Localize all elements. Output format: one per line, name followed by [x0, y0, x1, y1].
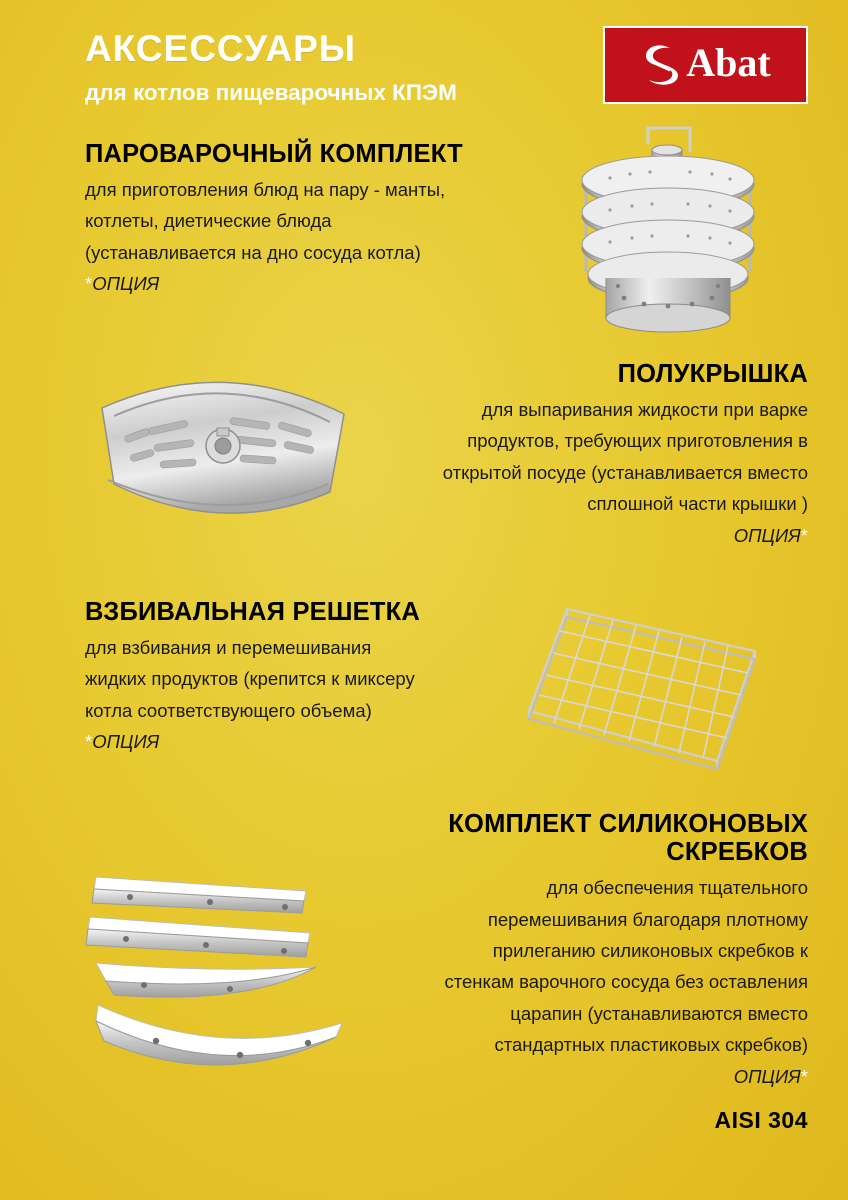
option-note-scrapers — [333, 1065, 808, 1089]
section-line: котла соответствующего объема) — [85, 699, 372, 721]
section-body-steam-kit — [85, 178, 525, 297]
section-line: сплошной части крышки ) — [587, 493, 808, 515]
section-line: жидких продуктов (крепится к миксеру — [85, 668, 415, 690]
steamer-basket-image — [540, 122, 810, 337]
section-line: царапин (устанавливаются вместо — [510, 1002, 808, 1024]
option-star: * — [85, 731, 93, 753]
section-steam-kit — [85, 140, 525, 304]
option-note-whisk-grid — [85, 730, 515, 754]
section-line: для выпаривания жидкости при варке — [481, 399, 808, 421]
section-line: стенкам варочного сосуда без оставления — [444, 971, 808, 993]
section-line: прилеганию силиконовых скребков к — [492, 939, 808, 961]
section-body-whisk-grid — [85, 636, 515, 755]
brand-logo — [603, 26, 808, 104]
option-label: ОПЦИЯ — [92, 273, 160, 295]
section-half-lid — [383, 360, 808, 555]
option-star: * — [800, 524, 808, 546]
title-block — [85, 30, 457, 106]
section-line: открытой посуде (устанавливается вместо — [442, 461, 808, 483]
whisk-grid-image — [505, 595, 780, 780]
section-title-steam-kit: ПАРОВАРОЧНЫЙ КОМПЛЕКТ — [85, 140, 463, 168]
option-star: * — [800, 1065, 808, 1087]
option-label: ОПЦИЯ — [733, 1065, 801, 1087]
section-line: для обеспечения тщательного — [546, 877, 808, 899]
material-label: AISI 304 — [714, 1106, 808, 1133]
swirl-icon — [640, 41, 682, 89]
section-line: (устанавливается на дно сосуда котла) — [85, 241, 421, 263]
page-subtitle: для котлов пищеварочных КПЭМ — [85, 79, 457, 105]
section-line: продуктов, требующих приготовления в — [467, 430, 808, 452]
brand-name: Abat — [686, 40, 771, 85]
section-silicone-scrapers — [333, 810, 808, 1134]
section-line: котлеты, диетические блюда — [85, 210, 332, 232]
scrapers-image — [60, 855, 360, 1085]
section-line: перемешивания благодаря плотному — [487, 908, 808, 930]
poster-header — [0, 22, 848, 132]
section-whisk-grid — [85, 598, 515, 762]
option-label: ОПЦИЯ — [92, 731, 160, 753]
option-note-half-lid — [383, 524, 808, 548]
page-title: АКСЕССУАРЫ — [85, 28, 357, 69]
option-note-steam-kit — [85, 272, 525, 296]
section-title-whisk-grid: ВЗБИВАЛЬНАЯ РЕШЕТКА — [85, 598, 421, 626]
option-star: * — [85, 273, 93, 295]
option-label: ОПЦИЯ — [733, 524, 801, 546]
section-line: для взбивания и перемешивания — [85, 637, 372, 659]
section-body-half-lid — [383, 398, 808, 548]
section-line: для приготовления блюд на пару - манты, — [85, 179, 446, 201]
section-title-scrapers: КОМПЛЕКТ СИЛИКОНОВЫХ СКРЕБКОВ — [448, 810, 808, 867]
section-title-half-lid: ПОЛУКРЫШКА — [617, 360, 808, 388]
section-line: стандартных пластиковых скребков) — [494, 1034, 808, 1056]
section-body-scrapers — [333, 876, 808, 1134]
half-lid-image — [78, 368, 368, 548]
